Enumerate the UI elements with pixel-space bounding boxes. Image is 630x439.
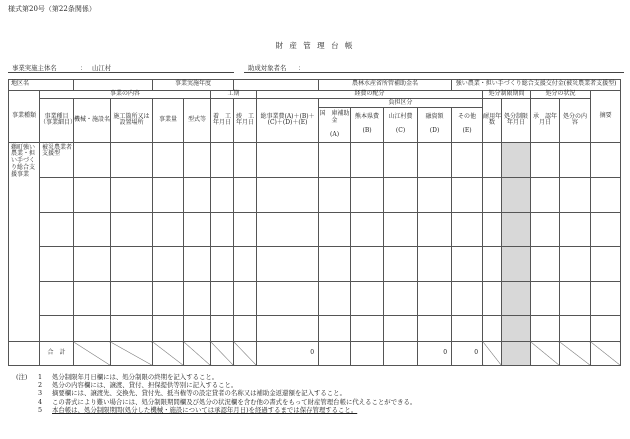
note-item: 処分の内容欄には、譲渡、貸付、担保提供等別に記入すること。 — [52, 381, 238, 390]
form-number: 様式第20号（第22条関係） — [8, 5, 96, 13]
total-cost-header: 総事業費(A)＋(B)＋(C)＋(D)＋(E) — [257, 99, 319, 142]
useful-life-header: 耐用年数 — [483, 99, 502, 142]
note-item: 摘要欄には、譲渡先、交換先、貸付先、抵当権等の設定貸者の名称又は補助金返還額を記入すること。 — [52, 389, 346, 398]
disposal-limit-header: 処分制限期間 — [483, 90, 531, 99]
cost-allocation-header: 経費の配分 — [257, 90, 483, 99]
page-title: 財 産 管 理 台 帳 — [275, 41, 355, 50]
approval-date-header: 承 認年月日 — [531, 99, 560, 142]
loan-total-value: 0 — [418, 342, 452, 366]
complete-date-header: 竣 工年月日 — [234, 99, 257, 142]
body-project-subitem: 被災農業者支援型 — [40, 142, 74, 178]
implementer-value: 山江村 — [92, 64, 112, 72]
national-subsidy-header: 国 庫補助金 (A) — [319, 108, 351, 143]
burden-category-header: 負担区分 — [319, 99, 483, 108]
other-header: その他 (E) — [452, 108, 483, 143]
limit-date-cell — [502, 142, 531, 178]
fiscal-year-value — [234, 80, 319, 91]
project-type-header: 事業種類 — [9, 90, 40, 142]
disposal-content-header: 処分の内 容 — [560, 99, 591, 142]
remarks-header: 摘要 — [591, 90, 621, 142]
model-header: 型式等 — [184, 99, 211, 142]
disposal-status-header: 処分の状況 — [531, 90, 591, 99]
pref-cost-header: 熊本県費 (B) — [351, 108, 384, 143]
notes-label: (注) — [16, 373, 28, 381]
target-underline — [244, 72, 624, 73]
total-row — [9, 342, 621, 366]
other-total-value: 0 — [452, 342, 483, 366]
total-cost-value: 0 — [257, 342, 319, 366]
total-label: 合 計 — [40, 342, 74, 366]
note-item: 処分制限年月日欄には、処分制限の終期を記入すること。 — [52, 373, 219, 381]
target-label: 助成対象者名 — [248, 64, 287, 72]
location-header: 施工箇所又は設置場所 — [111, 99, 153, 142]
fiscal-year-label: 事業実施年度 — [153, 80, 234, 91]
subsidy-name-label: 農林水産省所管補助金名 — [319, 80, 452, 91]
start-date-header: 着 工年月日 — [211, 99, 234, 142]
project-content-header: 事業の内容 — [40, 90, 211, 99]
construction-period-header: 工期 — [211, 90, 257, 99]
area-name-label: 地区名 — [9, 80, 74, 91]
loan-header: 融資額 (D) — [418, 108, 452, 143]
project-subitem-header: 事業種目（事業細目） — [40, 99, 74, 142]
note-item: 本台帳は、処分制限期間(処分した機械・施設については承認年月日)を経過するまでは保存管理すること。 — [52, 405, 358, 414]
implementer-separator: ： — [80, 64, 87, 72]
implementer-underline — [8, 72, 234, 73]
area-name-value — [74, 80, 153, 91]
implementer-label: 事業実施主体名 — [12, 64, 57, 72]
village-cost-header: 山江村費 (C) — [384, 108, 418, 143]
limit-date-header: 処分制限年月日 — [502, 99, 531, 142]
quantity-header: 事業量 — [153, 99, 184, 142]
machine-facility-header: 機械・施設名 — [74, 99, 111, 142]
body-project-type: 鵜町強い農業・担い手づくり総合支援事業 — [9, 142, 40, 342]
notes-section: (注) 1 処分制限年月日欄には、処分制限の終期を記入すること。 2 処分の内容欄には、譲渡、貸付、担保提供等別に記入すること。 3 摘要欄には、譲渡先、交換先、貸付先、抵当権等の設定貸者の名称又は補助金返還額を記入すること。 4 この書式により難い場合には、処分制限期間欄及び処分の状況欄を含む他の書式をもって財産管理台帳に代えることができる。 5 本台帳は、処分制限期間(処分した機械・施設については承認年月日)を経過するまでは保存管理すること。 — [16, 373, 417, 414]
subsidy-name-value: 強い農業・担い手づくり総合支援交付金(被災農業者支援型) — [452, 80, 621, 91]
target-separator: ： — [298, 64, 305, 72]
note-item: この書式により難い場合には、処分制限期間欄及び処分の状況欄を含む他の書式をもって財産管理台帳に代えることができる。 — [52, 397, 417, 406]
asset-ledger-table — [8, 79, 621, 366]
